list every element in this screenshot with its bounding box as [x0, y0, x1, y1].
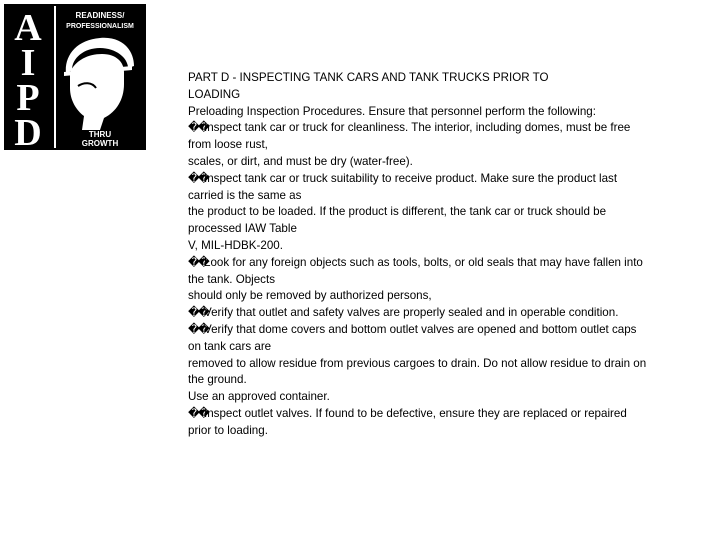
logo-letter-d: D	[14, 112, 42, 150]
line-text: Inspect tank car or truck suitability to receive product. Make sure the product last	[204, 171, 618, 185]
logo-top-text-1: READINESS/	[75, 11, 125, 20]
line-text: Look for any foreign objects such as tools, bolts, or old seals that may have fallen into	[204, 255, 643, 269]
bullet-line	[188, 406, 708, 423]
line-text: on tank cars are	[188, 339, 272, 353]
bullet-glyph: ��	[188, 322, 208, 336]
bullet-line	[188, 120, 708, 137]
text-line	[188, 339, 708, 356]
line-text: prior to loading.	[188, 423, 268, 437]
logo-top-text-2: PROFESSIONALISM	[66, 23, 134, 30]
bullet-glyph: ��	[188, 255, 208, 269]
bullet-line	[188, 322, 708, 339]
text-line	[188, 356, 708, 373]
line-text: PART D - INSPECTING TANK CARS AND TANK TRUCKS PRIOR TO	[188, 71, 549, 84]
text-line	[188, 288, 708, 305]
line-text: should only be removed by authorized persons,	[188, 289, 432, 303]
line-text: carried is the same as	[188, 188, 302, 202]
text-line	[188, 154, 708, 171]
line-text: Verify that outlet and safety valves are properly sealed and in operable condition.	[204, 306, 619, 320]
text-line	[188, 389, 708, 406]
line-text: the product to be loaded. If the product is different, the tank car or truck should be	[188, 205, 607, 219]
logo-letter-p: P	[16, 77, 40, 119]
line-text: removed to allow residue from previous cargoes to drain. Do not allow residue to drain on	[188, 356, 647, 370]
logo-bottom-text-2: GROWTH	[81, 139, 119, 148]
line-text: from loose rust,	[188, 138, 268, 152]
bullet-line	[188, 305, 708, 322]
bullet-glyph: ��	[188, 121, 208, 135]
bullet-line	[188, 255, 708, 272]
line-text: Verify that dome covers and bottom outlet valves are opened and bottom outlet caps	[204, 322, 637, 336]
line-text: Use an approved container.	[188, 390, 330, 404]
text-line	[188, 188, 708, 205]
text-line	[188, 87, 708, 104]
page-title	[188, 70, 708, 87]
line-text: Inspect outlet valves. If found to be defective, ensure they are replaced or repaired	[204, 406, 627, 420]
logo-divider	[54, 6, 56, 148]
line-text: LOADING	[188, 87, 241, 101]
logo-bottom-text-1: THRU	[88, 130, 112, 139]
bullet-glyph: ��	[188, 406, 208, 420]
logo-letter-i: I	[20, 42, 36, 84]
text-line	[188, 204, 708, 221]
text-line	[188, 272, 708, 289]
text-line	[188, 238, 708, 255]
line-text: Preloading Inspection Procedures. Ensure that personnel perform the following:	[188, 104, 596, 118]
bullet-glyph: ��	[188, 306, 208, 320]
text-line	[188, 423, 708, 440]
bullet-line	[188, 171, 708, 188]
bullet-glyph: ��	[188, 171, 208, 185]
logo-letter-a: A	[14, 7, 42, 49]
text-line	[188, 221, 708, 238]
document-body	[188, 70, 708, 440]
text-line	[188, 137, 708, 154]
line-text: the ground.	[188, 373, 247, 387]
aipd-logo	[4, 4, 146, 150]
text-line	[188, 104, 708, 121]
line-text: the tank. Objects	[188, 272, 275, 286]
text-line	[188, 372, 708, 389]
line-text: V, MIL-HDBK-200.	[188, 238, 283, 252]
line-text: Inspect tank car or truck for cleanliness. The interior, including domes, must be free	[204, 121, 631, 135]
line-text: scales, or dirt, and must be dry (water-free).	[188, 154, 413, 168]
line-text: processed IAW Table	[188, 222, 297, 236]
